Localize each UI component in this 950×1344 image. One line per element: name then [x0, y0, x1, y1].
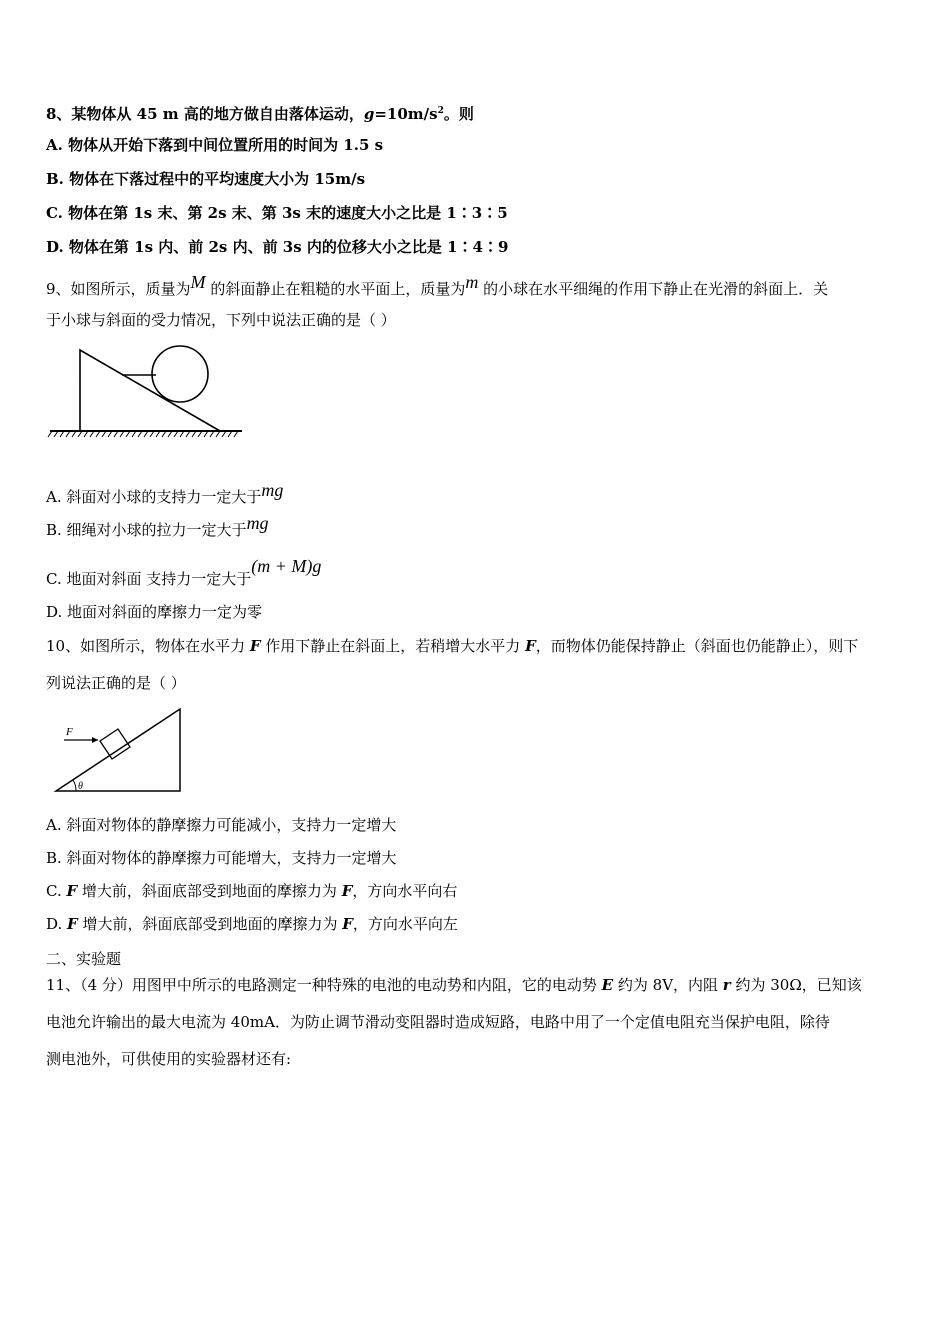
q9-option-a: A. 斜面对小球的支持力一定大于mg — [46, 480, 284, 506]
q10-force-label: F — [66, 726, 73, 738]
q9-option-c: C. 地面对斜面 支持力一定大于(m + M)g — [46, 556, 322, 588]
q9-option-d: D. 地面对斜面的摩擦力一定为零 — [46, 603, 263, 621]
q10-option-b: B. 斜面对物体的静摩擦力可能增大，支持力一定增大 — [46, 849, 397, 867]
q8-stem: 8、某物体从 45 m 高的地方做自由落体运动，$g=10m/s^2$。则 — [46, 105, 474, 123]
q9-incline-ball-figure — [46, 340, 246, 440]
q11-line1: 11、（4 分）用图甲中所示的电路测定一种特殊的电池的电动势和内阻，它的电动势 E 约为 8V，内阻 r 约为 30Ω，已知该 — [46, 976, 862, 994]
q11-line2: 电池允许输出的最大电流为 40mA．为防止调节滑动变阻器时造成短路，电路中用了一个定值电阻充当保护电阻，除待 — [46, 1013, 830, 1031]
q9-stem-line2: 于小球与斜面的受力情况，下列中说法正确的是（ ） — [46, 311, 396, 329]
q9-option-b: B. 细绳对小球的拉力一定大于mg — [46, 513, 269, 539]
q9-stem-line1: 9、如图所示，质量为M 的斜面静止在粗糙的水平面上，质量为m 的小球在水平细绳的作用下静止在光滑的斜面上．关 — [46, 272, 829, 298]
q10-stem-line1: 10、如图所示，物体在水平力 F 作用下静止在斜面上，若稍增大水平力 F，而物体仍能保持静止（斜面也仍能静止），则下 — [46, 637, 859, 655]
q8-option-c: C. 物体在第 1s 末、第 2s 末、第 3s 末的速度大小之比是 1∶3∶5 — [46, 204, 508, 222]
q10-option-d: D. F 增大前，斜面底部受到地面的摩擦力为 F，方向水平向左 — [46, 915, 458, 933]
q10-option-c: C. F 增大前，斜面底部受到地面的摩擦力为 F，方向水平向右 — [46, 882, 458, 900]
q8-option-a: A. 物体从开始下落到中间位置所用的时间为 1.5 s — [46, 136, 384, 154]
q8-option-d: D. 物体在第 1s 内、前 2s 内、前 3s 内的位移大小之比是 1∶4∶9 — [46, 238, 509, 256]
q10-option-a: A. 斜面对物体的静摩擦力可能减小，支持力一定增大 — [46, 816, 397, 834]
q11-line3: 测电池外，可供使用的实验器材还有: — [46, 1050, 292, 1068]
q10-theta-label: θ — [78, 781, 83, 792]
q10-incline-block-figure — [52, 703, 192, 798]
q8-option-b: B. 物体在下落过程中的平均速度大小为 15m/s — [46, 170, 366, 188]
section-heading: 二、实验题 — [46, 950, 122, 968]
q10-stem-line2: 列说法正确的是（ ） — [46, 674, 186, 692]
